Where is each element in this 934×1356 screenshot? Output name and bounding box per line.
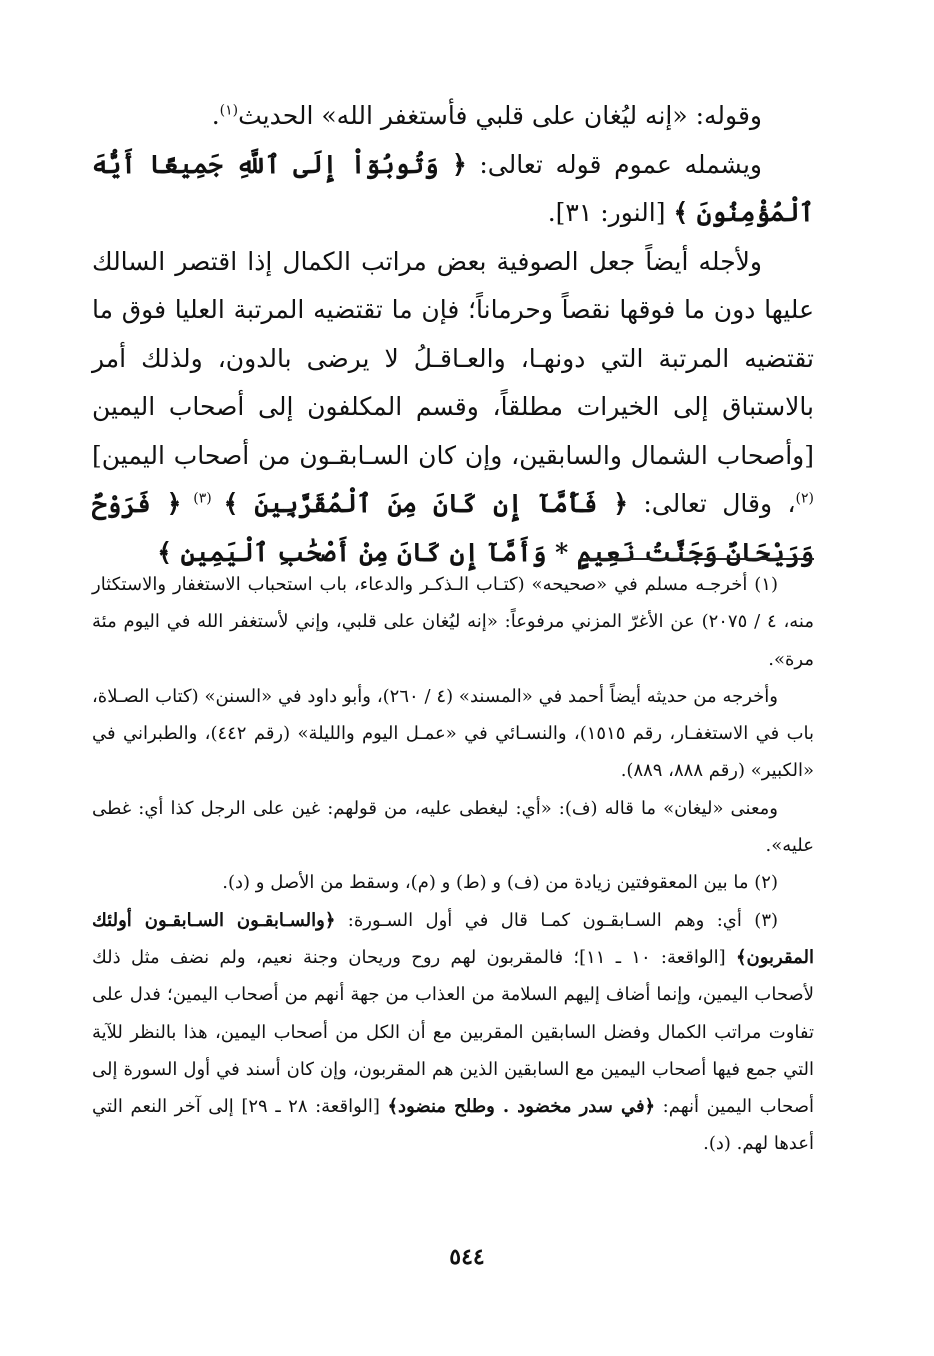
page-body (92, 92, 814, 577)
footnote-3-quote-2: ﴿في سدر مخضود . وطلح منضود﴾ (387, 1096, 656, 1118)
quran-verse-2: ﴿ فَأَمَّآ إِن كَانَ مِنَ ٱلْمُقَرَّبِينَ ﴾ (223, 489, 628, 518)
footnote-ref-1[interactable]: (١) (219, 102, 239, 119)
quran-verse-3: ﴿ فَرَوْحٌ وَرَيْحَانٌ وَجَنَّتُ نَعِيمٍ * وَأَمَّآ إِن كَانَ مِنْ أَصْحَٰبِ ٱلْيَمِينِ ﴾ (92, 489, 814, 567)
paragraph-2 (92, 141, 814, 238)
paragraph-1-end: . (211, 101, 220, 130)
paragraph-1 (92, 92, 814, 141)
paragraph-3-text-a: ولأجله أيضاً جعل الصوفية بعض مراتب الكمال إذا اقتصر السالك عليها دون ما فوقها نقصاً وحرماناً؛ فإن ما تقتضيه المرتبة العليا فوق ما تقتضيه المرتبة التي دونهـا، والعـاقـلُ لا يرضى بالدون، ولذلك أمر بالاستباق إلى الخيرات مطلقاً، وقسم المكلفون إلى أصحاب اليمين [وأصحاب الشمال والسابقين، وإن كان السـابقـون من أصحاب اليمين] (92, 246, 814, 470)
footnote-ref-3[interactable]: (٣) (181, 490, 224, 507)
footnote-1-meaning: ومعنى «ليغان» ما قاله (ف): «أي: ليغطى عليه، من قولهم: غين على الرجل كذا أي: غطى عليه». (92, 797, 814, 857)
footnote-3-mid: [الواقعة: ١٠ ـ ١١]؛ فالمقربون لهم روح وريحان وجنة نعيم، ولم نضف مثل ذلك لأصحاب اليمين، وإنما أضاف إليهم السلامة من العذاب من جهة أنهم من أصحاب اليمين؛ فدل على تفاوت مراتب الكمال وفضل السابقين المقربين مع أن الكل من أصحاب اليمين، هذا بالنظر للآية التي جمع فيها أصحاب اليمين مع السابقين الذين هم المقربون، وإن كان أسند في أول السورة إلى أصحاب اليمين أنهم: (92, 946, 814, 1118)
quran-verse-1: ﴿ وَتُوبُوٓاْ إِلَى ٱللَّهِ جَمِيعًا أَيُّهَ ٱلْمُؤْمِنُونَ ﴾ (92, 149, 814, 227)
page-number: ٥٤٤ (449, 1244, 485, 1270)
main-text (92, 92, 814, 577)
footnote-3 (92, 902, 814, 1163)
footnote-3-quote-1: ﴿والسـابقـون السـابقـون أولئك المقربون﴾ (92, 909, 814, 968)
footnote-3-post: [الواقعة: ٢٨ ـ ٢٩] إلى آخر النعم التي أعدها لهم. (د). (92, 1096, 814, 1155)
footnote-separator (580, 558, 814, 560)
footnote-3-pre: (٣) أي: وهم السـابقـون كمـا قال في أول السـورة: (335, 909, 779, 931)
footnote-1: (١) أخرجـه مسلم في «صحيحه» (كتـاب الـذكـر والدعاء، باب استحباب الاستغفار والاستكثار منه، ٤ / ٢٠٧٥) عن الأغرّ المزني مرفوعاً: «إنه ليُغان على قلبي، وإني لأستغفر الله في اليوم مئة مرة». (92, 574, 814, 670)
footnote-ref-2[interactable]: (٢) (795, 490, 814, 507)
paragraph-3-text-b: ، وقال تعالى: (628, 489, 796, 518)
paragraph-1-text: وقوله: «إنه ليُغان على قلبي فأستغفر الله» الحديث (238, 101, 762, 130)
paragraph-2-pre: ويشمله عموم قوله تعالى: (466, 149, 762, 179)
paragraph-3 (92, 238, 814, 578)
footnote-2: (٢) ما بين المعقوفتين زيادة من (ف) و (ط) و (م)، وسقط من الأصل و (د). (222, 872, 778, 894)
footnote-1-continued: وأخرجه من حديثه أيضاً أحمد في «المسند» (٤ / ٢٦٠)، وأبو داود في «السنن» (كتاب الصـلاة، باب في الاستغفـار، رقم ١٥١٥)، والنسـائي في «عمـل اليوم والليلة» (رقم ٤٤٢)، والطبراني في «الكبير» (رقم ٨٨٨، ٨٨٩). (92, 685, 815, 782)
footnotes (92, 560, 814, 1163)
paragraph-2-post: [النور: ٣١]. (547, 198, 674, 227)
